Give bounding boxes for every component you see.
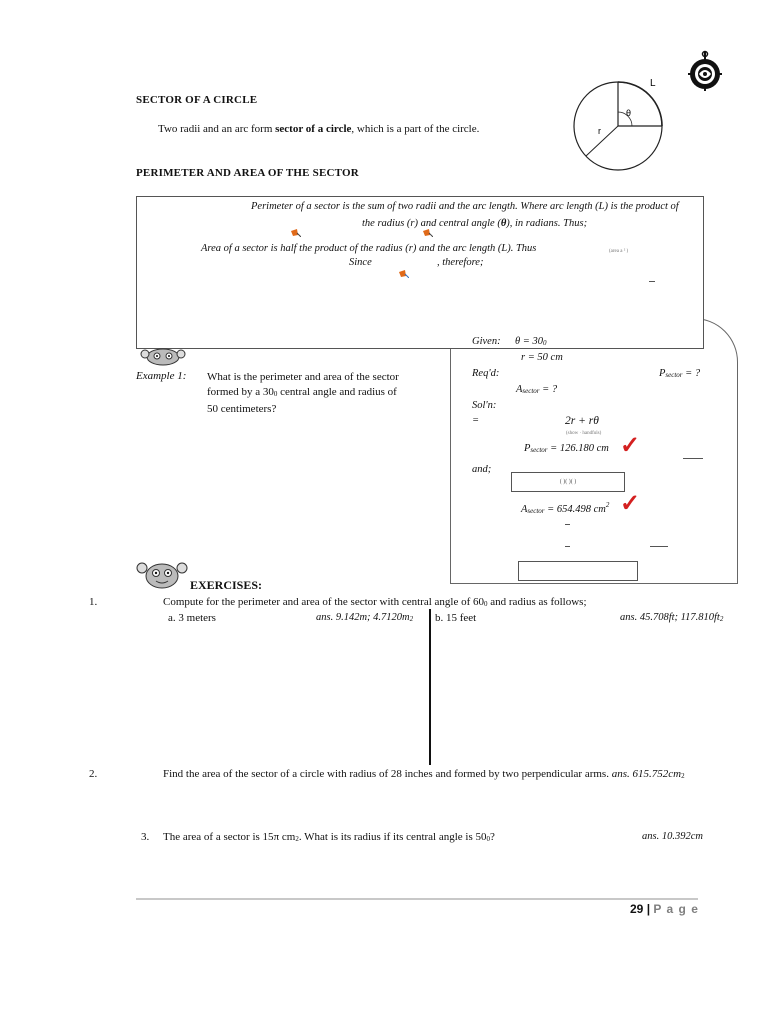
exercise-1a-label: a. 3 meters [168,612,216,624]
footer-rule [136,898,698,900]
exercise-1a-answer: ans. 9.142m; 4.7120m2 [316,612,414,623]
formula-box [136,196,704,349]
exercise-1-number: 1. [89,596,98,608]
page-word: P a g e [653,902,699,916]
angle-label: θ [626,108,632,118]
faint-line [683,458,703,459]
area-result: Asector = 654.498 $cm^2$ [521,501,610,515]
exercise-2-text: Find the area of the sector of a circle with radius of 28 inches and formed by two perpendicular arms. ans. 615.752cm2 [163,768,685,780]
area-computation-box: ( )( )( ) [511,472,625,492]
faint-line [650,546,668,547]
soln-label: Sol'n: [472,400,497,411]
faint-mark [565,524,570,525]
exercises-title: EXERCISES: [190,578,263,592]
faint-mark [565,546,570,547]
intro-text: Two radii and an arc form sector of a circle, which is a part of the circle. [158,123,480,135]
exercise-3-answer: ans. 10.392cm [642,831,703,842]
given-theta: θ = 300 [515,336,547,347]
given-radius: r = 50 cm [521,352,563,363]
cartoon-mascot-icon [134,556,190,590]
exercise-1b-answer: ans. 45.708ft; 117.810ft2 [620,612,724,623]
pin-icon [291,229,301,237]
formula-mini-note: (show · handfuls) [566,431,602,436]
arc-length-label: L [650,78,656,89]
section-title-perimeter-area: PERIMETER AND AREA OF THE SECTOR [136,167,359,179]
exercise-1-text: Compute for the perimeter and area of the sector with central angle of 600 and radius as follows; [163,596,587,608]
example-label: Example 1: [136,370,187,382]
page-number: 29 [630,902,644,916]
given-label: Given: [472,336,501,347]
checkmark-icon: ✓ [620,491,641,517]
perimeter-definition: Perimeter of a sector is the sum of two radii and the arc length. Where arc length (L) is the product of [251,201,679,212]
therefore-label: , therefore; [437,257,484,268]
equals-sign: = [472,415,480,426]
reqd-area: Asector = ? [516,384,558,395]
perimeter-formula: 2r + rθ [565,415,599,427]
checkmark-icon: ✓ [620,433,641,459]
perimeter-result: Psector = 126.180 cm [524,443,609,454]
faint-mark [649,281,655,282]
page-footer [630,902,699,916]
reqd-perimeter: Psector = ? [659,368,701,379]
school-logo-icon [686,50,724,92]
faint-area-note: (area a ² ) [609,249,629,254]
and-label: and; [472,464,492,475]
pin-icon [423,229,433,237]
area-definition: Area of a sector is half the product of the radius (r) and the arc length (L). Thus [201,243,537,254]
since-label: Since [349,257,372,268]
column-divider [429,609,431,765]
section-title-sector: SECTOR OF A CIRCLE [136,94,258,106]
empty-answer-box [518,561,638,581]
exercise-3-number: 3. [141,831,150,843]
pin-icon [399,270,409,278]
exercise-3-text: The area of a sector is 15π cm2. What is its radius if its central angle is 500? [163,831,495,843]
reqd-label: Req'd: [472,368,500,379]
arc-length-definition: the radius (r) and central angle (θ), in radians. Thus; [362,218,588,229]
page-separator: | [646,902,651,916]
exercise-1b-label: b. 15 feet [435,612,477,624]
cartoon-mascot-icon [140,344,186,366]
example-question: What is the perimeter and area of the sector formed by a 300 central angle and radius of 50 centimeters? [207,371,399,415]
radius-label: r [598,126,601,136]
sector-diagram [566,72,676,182]
exercise-2-number: 2. [89,768,98,780]
